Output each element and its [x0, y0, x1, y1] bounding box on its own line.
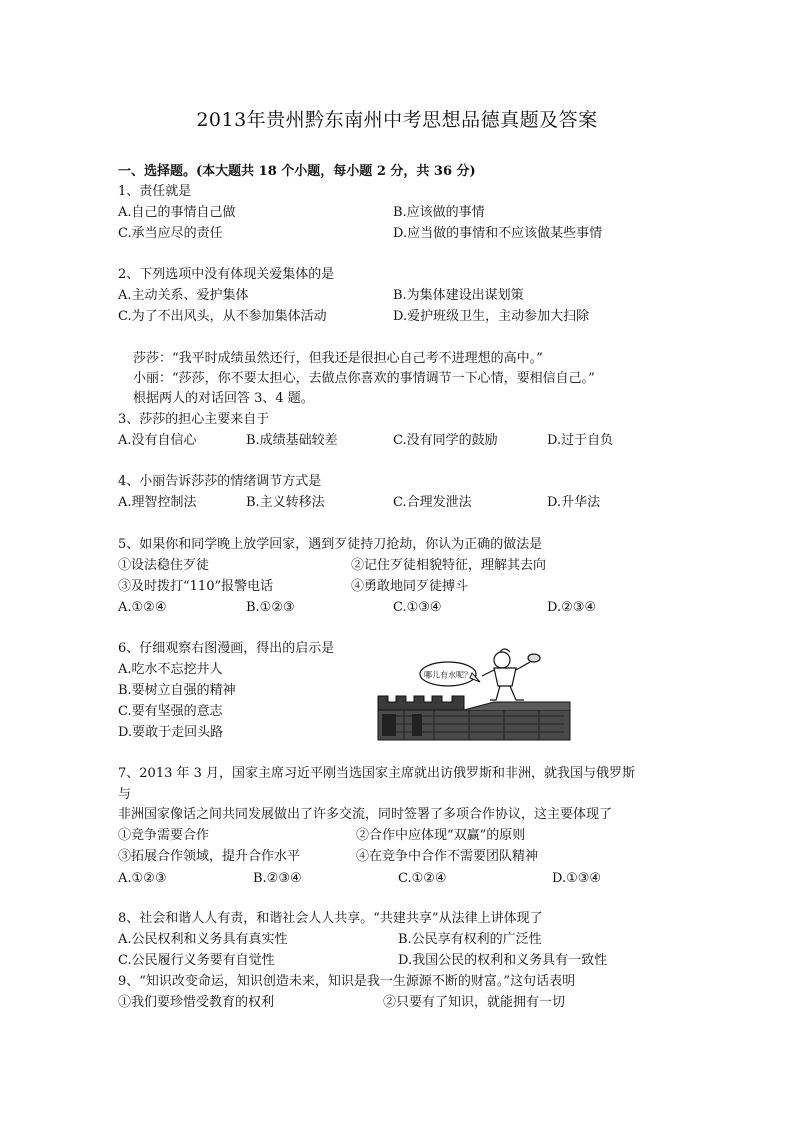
- q3-option-d: D.过于自负: [547, 433, 614, 448]
- q5-option-a: A.①②④: [118, 600, 167, 615]
- q5-statement-4: ④勇敢地同歹徒搏斗: [351, 579, 469, 594]
- q6-option-c: C.要有坚强的意志: [118, 704, 223, 719]
- q8-option-d: D.我国公民的权利和义务具有一致性: [398, 953, 608, 968]
- q1-option-b: B.应该做的事情: [393, 205, 485, 220]
- q5-option-d: D.②③④: [547, 600, 597, 615]
- section-heading: 一、选择题。(本大题共 18 个小题，每小题 2 分，共 36 分): [118, 164, 476, 179]
- q7-option-c: C.①②④: [398, 871, 447, 886]
- q3-option-a: A.没有自信心: [118, 433, 197, 448]
- q5-stem: 5、如果你和同学晚上放学回家，遇到歹徒持刀抢劫，你认为正确的做法是: [118, 537, 543, 552]
- q7-option-a: A.①②③: [118, 871, 167, 886]
- q3-option-b: B.成绩基础较差: [246, 433, 338, 448]
- q5-statement-2: ②记住歹徒相貌特征，理解其去向: [351, 558, 547, 573]
- q5-statement-3: ③及时拨打“110”报警电话: [118, 579, 274, 594]
- q6-option-d: D.要敢于走回头路: [118, 725, 224, 740]
- q7-stem-line-1: 7、2013 年 3 月，国家主席习近平刚当选国家主席就出访俄罗斯和非洲，就我国与俄罗斯: [118, 766, 636, 781]
- q7-option-d: D.①③④: [552, 871, 602, 886]
- q7-statement-1: ①竞争需要合作: [118, 828, 210, 843]
- q7-stem-line-2: 与: [118, 787, 132, 802]
- cartoon-illustration: [374, 640, 574, 748]
- q7-stem-line-3: 非洲国家像话之间共同发展做出了许多交流，同时签署了多项合作协议，这主要体现了: [118, 807, 613, 822]
- q8-option-c: C.公民履行义务要有自觉性: [118, 953, 275, 968]
- q6-option-b: B.要树立自强的精神: [118, 683, 236, 698]
- figure-drawing: [482, 649, 540, 700]
- q3-option-c: C.没有同学的鼓励: [393, 433, 498, 448]
- great-wall-drawing: [378, 696, 570, 740]
- q2-option-d: D.爱护班级卫生，主动参加大扫除: [393, 309, 590, 324]
- q8-stem: 8、社会和谐人人有责，和谐社会人人共享。“共建共享”从法律上讲体现了: [118, 911, 543, 926]
- q9-statement-1: ①我们要珍惜受教育的权利: [118, 995, 275, 1010]
- q7-statement-4: ④在竞争中合作不需要团队精神: [356, 849, 539, 864]
- speech-bubble-text: 哪儿有水呢？: [424, 670, 472, 680]
- q7-statement-2: ②合作中应体现“双赢”的原则: [356, 828, 526, 843]
- q5-option-c: C.①③④: [393, 600, 442, 615]
- q7-option-b: B.②③④: [253, 871, 302, 886]
- q4-stem: 4、小丽告诉莎莎的情绪调节方式是: [118, 474, 322, 489]
- q8-option-a: A.公民权利和义务具有真实性: [118, 932, 288, 947]
- q4-option-c: C.合理发泄法: [393, 495, 472, 510]
- q2-option-b: B.为集体建设出谋划策: [393, 288, 524, 303]
- q1-option-d: D.应当做的事情和不应该做某些事情: [393, 226, 603, 241]
- dialogue-line-1: 莎莎：“我平时成绩虽然还行，但我还是很担心自己考不进理想的高中。”: [133, 351, 543, 366]
- q9-stem: 9、“知识改变命运，知识创造未来，知识是我一生源源不断的财富。”这句话表明: [118, 974, 576, 989]
- q2-option-a: A.主动关系、爱护集体: [118, 288, 249, 303]
- q2-option-c: C.为了不出风头，从不参加集体活动: [118, 309, 327, 324]
- q1-stem: 1、责任就是: [118, 184, 192, 199]
- q5-statement-1: ①设法稳住歹徒: [118, 558, 210, 573]
- dialogue-line-3: 根据两人的对话回答 3、4 题。: [133, 391, 314, 406]
- q4-option-b: B.主义转移法: [246, 495, 325, 510]
- q5-option-b: B.①②③: [246, 600, 295, 615]
- q6-option-a: A.吃水不忘挖井人: [118, 662, 223, 677]
- q1-option-c: C.承当应尽的责任: [118, 226, 223, 241]
- q6-stem: 6、仔细观察右图漫画，得出的启示是: [118, 641, 335, 656]
- q3-stem: 3、莎莎的担心主要来自于: [118, 412, 270, 427]
- q4-option-d: D.升华法: [547, 495, 601, 510]
- q4-option-a: A.理智控制法: [118, 495, 197, 510]
- q8-option-b: B.公民享有权利的广泛性: [398, 932, 542, 947]
- q9-statement-2: ②只要有了知识，就能拥有一切: [383, 995, 566, 1010]
- q2-stem: 2、下列选项中没有体现关爱集体的是: [118, 267, 335, 282]
- dialogue-line-2: 小丽：“莎莎，你不要太担心，去做点你喜欢的事情调节一下心情，要相信自己。”: [133, 371, 595, 386]
- q1-option-a: A.自己的事情自己做: [118, 205, 236, 220]
- q7-statement-3: ③拓展合作领域，提升合作水平: [118, 849, 301, 864]
- page-title: 2013年贵州黔东南州中考思想品德真题及答案: [196, 109, 598, 131]
